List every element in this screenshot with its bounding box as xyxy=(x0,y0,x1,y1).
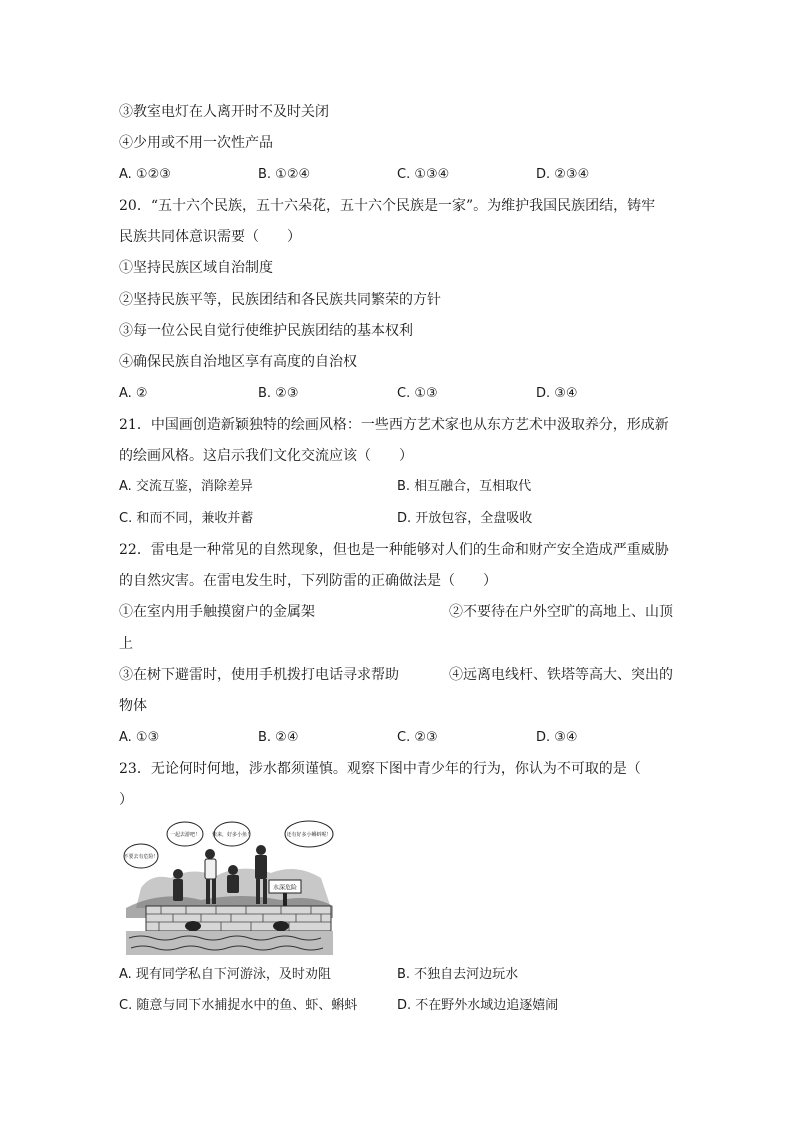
q23-option-d: D. 不在野外水域边追逐嬉闹 xyxy=(397,998,559,1013)
warning-sign-text: 水深危险 xyxy=(272,884,298,892)
q22-item-2: ②不要待在户外空旷的高地上、山顶 xyxy=(449,604,673,620)
q22-stem-line-2: 的自然灾害。在雷电发生时，下列防雷的正确做法是（ ） xyxy=(119,573,497,589)
q20-item-4: ④确保民族自治地区享有高度的自治权 xyxy=(119,354,357,370)
q22-option-d: D. ③④ xyxy=(536,730,578,745)
q21-stem-line-1: 21．中国画创造新颖独特的绘画风格：一些西方艺术家也从东方艺术中汲取养分，形成新 xyxy=(119,417,669,433)
q23-option-a: A. 现有同学私自下河游泳，及时劝阻 xyxy=(119,967,331,982)
q20-option-a: A. ② xyxy=(119,386,148,401)
q21-option-d: D. 开放包容，全盘吸收 xyxy=(397,511,533,526)
q22-stem-line-1: 22．雷电是一种常见的自然现象，但也是一种能够对人们的生命和财产安全造成严重威胁 xyxy=(119,542,669,558)
q20-item-2: ②坚持民族平等，民族团结和各民族共同繁荣的方针 xyxy=(119,292,441,308)
bubble-mid1-text: 一起去游吧！ xyxy=(169,832,201,838)
q19-item-3: ③教室电灯在人离开时不及时关闭 xyxy=(119,104,329,120)
q22-item-3: ③在树下避雷时，使用手机拨打电话寻求帮助 xyxy=(119,667,399,683)
q22-item-1: ①在室内用手触摸窗户的金属架 xyxy=(119,604,315,620)
bubble-mid2-text: 快来，好多小鱼！ xyxy=(211,832,253,838)
q22-option-b: B. ②④ xyxy=(258,730,299,745)
q20-item-1: ①坚持民族区域自治制度 xyxy=(119,260,273,276)
q20-option-c: C. ①③ xyxy=(397,386,438,401)
q22-item-2-wrap: 上 xyxy=(119,636,133,652)
q22-option-c: C. ②③ xyxy=(397,730,438,745)
q19-option-c: C. ①③④ xyxy=(397,167,450,182)
q21-option-c: C. 和而不同，兼收并蓄 xyxy=(119,511,254,526)
q20-stem-line-2: 民族共同体意识需要（ ） xyxy=(119,229,301,245)
q20-option-d: D. ③④ xyxy=(536,386,578,401)
q23-stem-line-2: ） xyxy=(119,792,133,808)
q22-item-4: ④远离电线杆、铁塔等高大、突出的 xyxy=(449,667,673,683)
bubble-right-text: 还有好多小蝌蚪呢！ xyxy=(286,832,332,838)
bubble-left-text: 不要去有危险！ xyxy=(123,854,159,860)
q20-item-3: ③每一位公民自觉行使维护民族团结的基本权利 xyxy=(119,323,413,339)
q21-option-b: B. 相互融合，互相取代 xyxy=(397,479,532,494)
q19-option-b: B. ①②④ xyxy=(258,167,311,182)
q19-item-4: ④少用或不用一次性产品 xyxy=(119,135,273,151)
q23-stem-line-1: 23．无论何时何地，涉水都须谨慎。观察下图中青少年的行为，你认为不可取的是（ xyxy=(119,761,641,777)
q22-option-a: A. ①③ xyxy=(119,730,160,745)
water-safety-illustration xyxy=(121,818,336,955)
q19-option-a: A. ①②③ xyxy=(119,167,171,182)
q22-item-4-wrap: 物体 xyxy=(119,698,147,714)
q21-option-a: A. 交流互鉴，消除差异 xyxy=(119,479,253,494)
q20-stem-line-1: 20．“五十六个民族，五十六朵花，五十六个民族是一家”。为维护我国民族团结，铸牢 xyxy=(119,198,656,214)
q23-option-c: C. 随意与同下水捕捉水中的鱼、虾、蝌蚪 xyxy=(119,998,358,1013)
q20-option-b: B. ②③ xyxy=(258,386,299,401)
q23-option-b: B. 不独自去河边玩水 xyxy=(397,967,519,982)
q19-option-d: D. ②③④ xyxy=(536,167,590,182)
q21-stem-line-2: 的绘画风格。这启示我们文化交流应该（ ） xyxy=(119,448,413,464)
